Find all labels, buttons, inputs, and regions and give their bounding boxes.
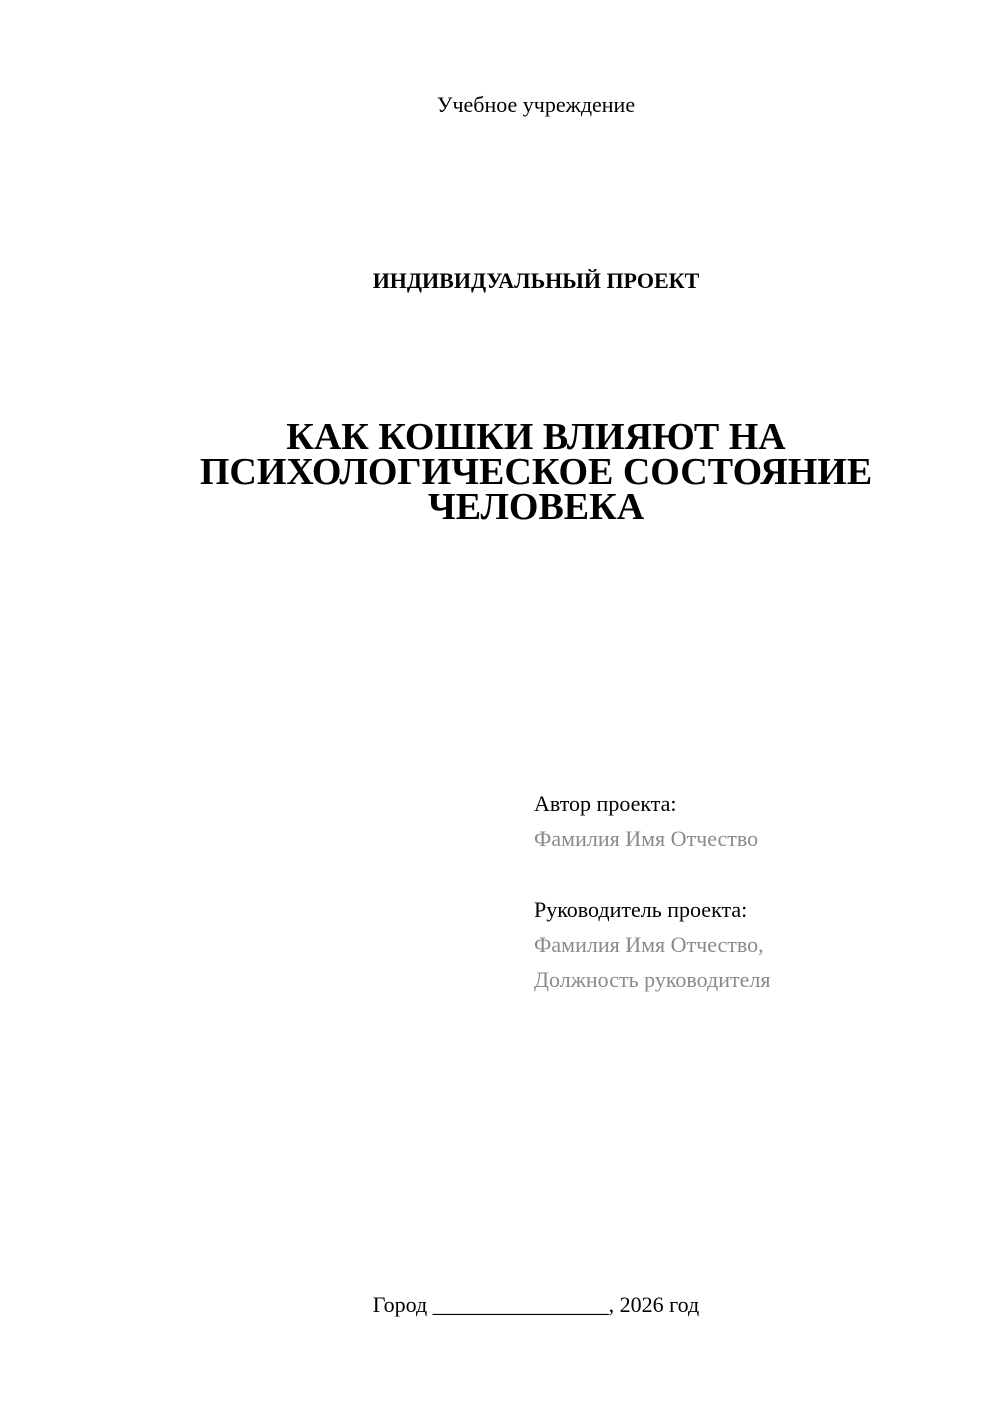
supervisor-label: Руководитель проекта: <box>534 897 748 922</box>
author-name: Фамилия Имя Отчество <box>534 826 759 851</box>
city-year-line: Город ________________, 2026 год <box>372 1292 700 1317</box>
institution-name: Учебное учреждение <box>436 92 636 117</box>
supervisor-name: Фамилия Имя Отчество, <box>534 932 764 957</box>
spacer <box>534 856 974 892</box>
project-title-line: ПСИХОЛОГИЧЕСКОЕ СОСТОЯНИЕ <box>199 451 873 493</box>
project-title-line: ЧЕЛОВЕКА <box>427 486 645 528</box>
document-type: ИНДИВИДУАЛЬНЫЙ ПРОЕКТ <box>372 268 700 293</box>
project-title <box>100 416 972 528</box>
project-title-line: КАК КОШКИ ВЛИЯЮТ НА <box>286 416 786 458</box>
credits-block <box>534 786 974 997</box>
supervisor-position: Должность руководителя <box>534 967 771 992</box>
author-label: Автор проекта: <box>534 791 677 816</box>
